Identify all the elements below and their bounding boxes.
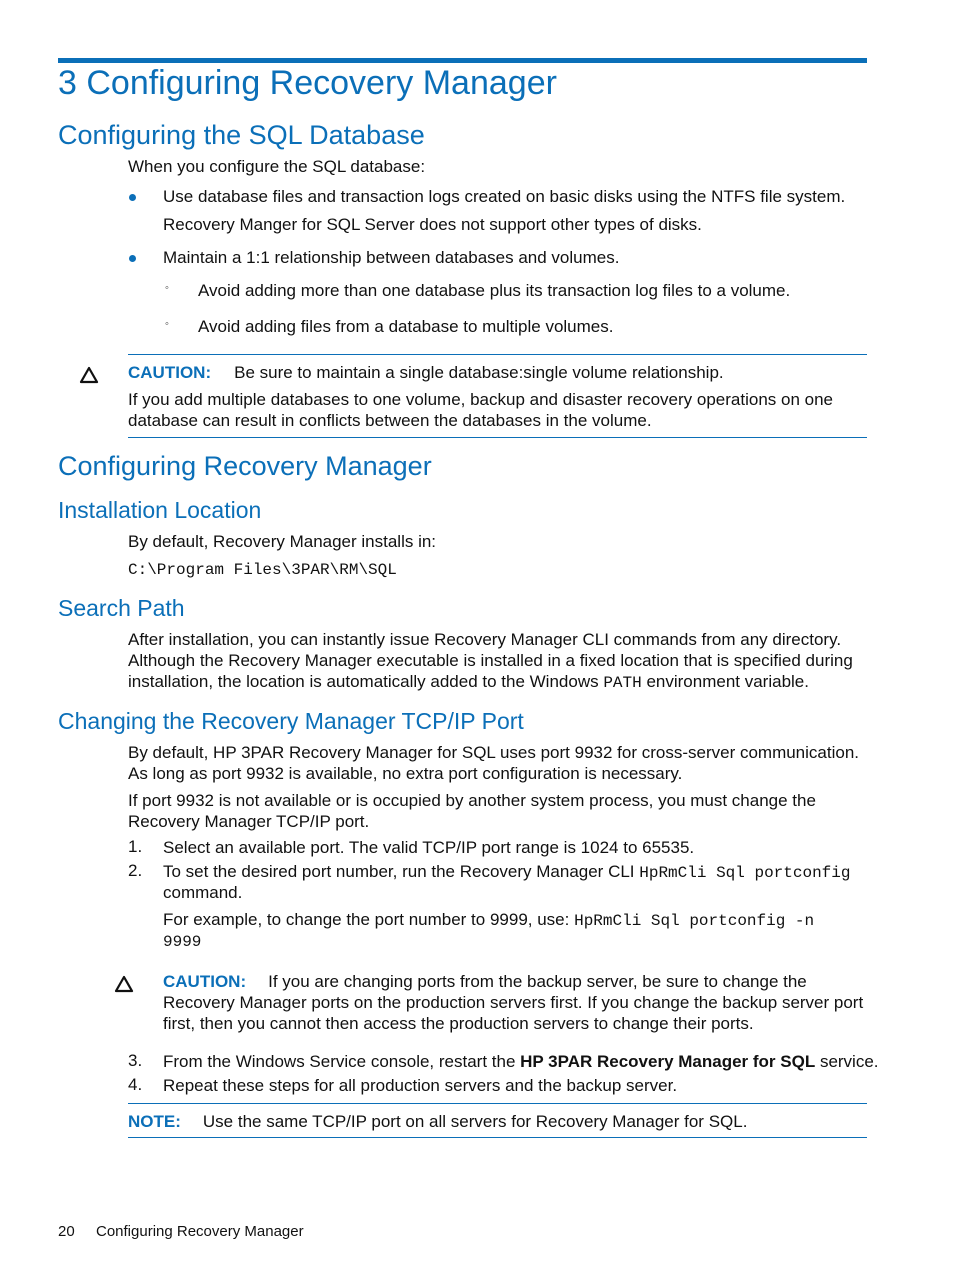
step4-text: Repeat these steps for all production servers and the backup server.	[163, 1076, 678, 1095]
sub-bullet1: Avoid adding more than one database plus its transaction log files to a volume.	[198, 281, 791, 300]
caution-rule-top	[128, 354, 867, 355]
bullet-dot-icon	[129, 255, 136, 262]
step1-number: 1.	[128, 837, 143, 856]
service-name: HP 3PAR Recovery Manager for SQL	[520, 1052, 816, 1071]
step2-text: To set the desired port number, run the Recovery Manager CLI	[163, 862, 640, 881]
note-rule-bottom	[128, 1137, 867, 1138]
note-rule-top	[128, 1103, 867, 1104]
caution2-body	[163, 971, 869, 1034]
path-variable: PATH	[603, 674, 642, 692]
subsection-heading-port: Changing the Recovery Manager TCP/IP Port	[58, 708, 524, 734]
note-text: Use the same TCP/IP port on all servers for Recovery Manager for SQL.	[202, 1112, 748, 1131]
section-heading-rm: Configuring Recovery Manager	[58, 451, 432, 481]
step3-number: 3.	[128, 1051, 143, 1070]
caution-label: CAUTION:	[163, 972, 247, 991]
step1-text: Select an available port. The valid TCP/IP port range is 1024 to 65535.	[163, 838, 695, 857]
bullet1-line2: Recovery Manger for SQL Server does not support other types of disks.	[163, 215, 702, 234]
step3-text	[163, 1051, 879, 1072]
circle-bullet-icon: ◦	[165, 282, 169, 294]
circle-bullet-icon: ◦	[165, 318, 169, 330]
subsection-heading-install: Installation Location	[58, 497, 262, 523]
page-number: 20	[58, 1223, 75, 1240]
search-text	[128, 629, 870, 694]
example-code-part2: 9999	[163, 933, 202, 951]
search-text-before: After installation, you can instantly issue Recovery Manager CLI commands from any directory. Although the Recovery Manager executable is installed in a fixed location that is specified during installation, the location is automatically added to the Windows	[128, 630, 853, 691]
warning-triangle-icon	[114, 975, 134, 993]
bullet1-line1: Use database files and transaction logs created on basic disks using the NTFS file system.	[163, 187, 846, 206]
caution-rule-bottom	[128, 437, 867, 438]
port-para2: If port 9932 is not available or is occupied by another system process, you must change the Recovery Manager TCP/IP port.	[128, 791, 816, 831]
note-label: NOTE:	[128, 1112, 181, 1131]
bullet2: Maintain a 1:1 relationship between databases and volumes.	[163, 248, 620, 267]
search-text-after: environment variable.	[641, 672, 809, 691]
step2-end: command.	[163, 883, 243, 902]
chapter-title: 3 Configuring Recovery Manager	[58, 64, 557, 102]
install-text: By default, Recovery Manager installs in:	[128, 532, 437, 551]
warning-triangle-icon	[79, 366, 99, 384]
install-path: C:\Program Files\3PAR\RM\SQL	[128, 561, 397, 579]
step3-after: service.	[815, 1052, 879, 1071]
caution1-headline: Be sure to maintain a single database:single volume relationship.	[234, 363, 724, 382]
sub-bullet2: Avoid adding files from a database to multiple volumes.	[198, 317, 614, 336]
example-text: For example, to change the port number to 9999, use:	[163, 910, 575, 929]
caution1-headline-line	[128, 362, 724, 383]
caution-label: CAUTION:	[128, 363, 212, 382]
step3-before: From the Windows Service console, restart the	[163, 1052, 521, 1071]
bullet-dot-icon	[129, 194, 136, 201]
step2-line1	[163, 861, 850, 884]
footer-title: Configuring Recovery Manager	[96, 1223, 304, 1240]
example-code-part1: HpRmCli Sql portconfig -n	[574, 912, 815, 930]
step4-number: 4.	[128, 1075, 143, 1094]
note-line	[128, 1111, 747, 1132]
port-para1: By default, HP 3PAR Recovery Manager for SQL uses port 9932 for cross-server communication. As long as port 9932 is available, no extra port configuration is necessary.	[128, 743, 859, 783]
subsection-heading-search: Search Path	[58, 595, 185, 621]
chapter-rule	[58, 58, 867, 63]
caution2-text: If you are changing ports from the backup server, be sure to change the Recovery Manager ports on the production servers first. If you change the backup server port first, then you cannot then access the production servers to change their ports.	[163, 972, 864, 1033]
sql-intro: When you configure the SQL database:	[128, 157, 426, 176]
portconfig-command: HpRmCli Sql portconfig	[639, 864, 851, 882]
step2-number: 2.	[128, 861, 143, 880]
caution1-body: If you add multiple databases to one volume, backup and disaster recovery operations on one database can result in conflicts between the databases in the volume.	[128, 390, 833, 430]
example-line1	[163, 909, 814, 932]
section-heading-sql: Configuring the SQL Database	[58, 120, 425, 150]
